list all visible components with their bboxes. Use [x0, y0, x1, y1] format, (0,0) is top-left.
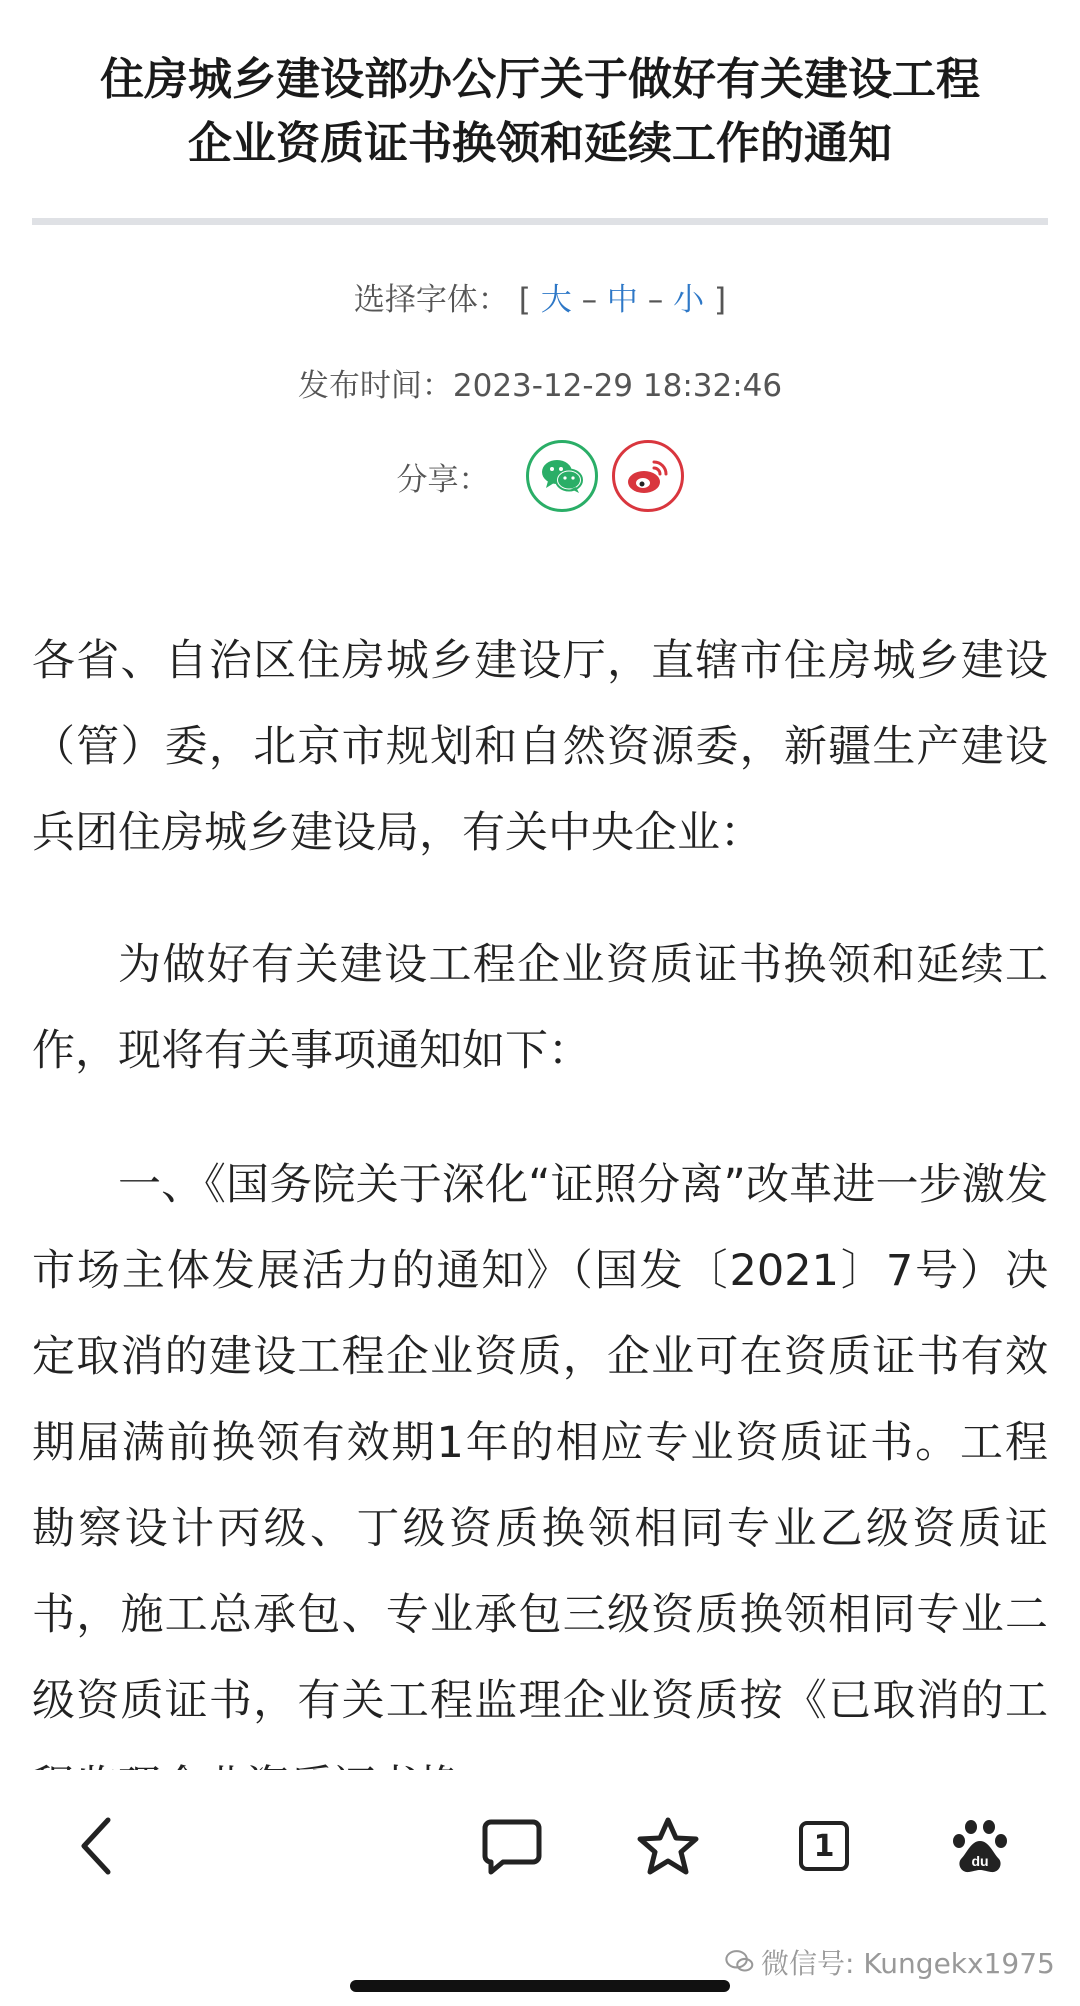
article-paragraph-3 — [32, 1142, 1048, 1768]
font-size-bracket-open: [ — [518, 282, 531, 318]
home-indicator[interactable] — [350, 1980, 730, 1992]
article-title-line-1: 住房城乡建设部办公厅关于做好有关建设工程 — [100, 54, 980, 105]
paragraph-text: 各省、自治区住房城乡建设厅，直辖市住房城乡建设（管）委，北京市规划和自然资源委，新疆生产建设兵团住房城乡建设局，有关中央企业： — [32, 636, 1048, 858]
font-size-selector — [0, 274, 1080, 319]
wechat-watermark — [725, 1942, 1055, 1982]
font-size-bracket-close: ] — [714, 282, 727, 318]
font-size-label: 选择字体： — [353, 282, 509, 318]
paragraph-text: 一、《国务院关于深化“证照分离”改革进一步激发市场主体发展活力的通知》（国发〔2021〕7号）决定取消的建设工程企业资质，企业可在资质证书有效期届满前换领有效期1年的相应专业资质证书。工程勘察设计丙级、丁级资质换领相同专业乙级资质证书，施工总承包、专业承包三级资质换领相同专业二级资质证书，有关工程监理企业资质按《已取消的工 — [32, 1160, 1048, 1726]
share-bar — [0, 440, 1080, 512]
back-icon — [76, 1816, 116, 1876]
svg-text:du: du — [971, 1853, 989, 1869]
publish-time-label: 发布时间： — [297, 368, 453, 404]
tabs-button[interactable] — [788, 1810, 860, 1882]
wechat-share-button[interactable] — [526, 440, 598, 512]
watermark-text: 微信号: Kungekx1975 — [761, 1947, 1055, 1980]
wechat-icon — [540, 457, 584, 495]
star-icon — [636, 1815, 700, 1877]
paragraph-text: 为做好有关建设工程企业资质证书换领和延续工作，现将有关事项通知如下： — [32, 940, 1048, 1076]
article-title — [30, 48, 1050, 176]
favorite-button[interactable] — [632, 1810, 704, 1882]
comment-icon — [481, 1816, 543, 1876]
font-size-medium-link[interactable]: 中 — [606, 282, 638, 318]
share-label: 分享： — [396, 461, 490, 498]
comment-button[interactable] — [476, 1810, 548, 1882]
back-button[interactable] — [60, 1810, 132, 1882]
wechat-watermark-icon — [725, 1949, 755, 1975]
title-divider — [32, 218, 1048, 225]
font-size-small-link[interactable]: 小 — [673, 282, 705, 318]
baidu-icon — [949, 1815, 1011, 1877]
publish-time — [0, 360, 1080, 405]
article-paragraph-1 — [32, 618, 1048, 876]
font-size-separator: – — [581, 282, 598, 318]
tab-count-icon: 1 — [799, 1821, 849, 1871]
article-title-line-2: 企业资质证书换领和延续工作的通知 — [188, 118, 892, 169]
article-paragraph-2 — [32, 922, 1048, 1094]
publish-time-value: 2023-12-29 18:32:46 — [452, 368, 783, 404]
font-size-large-link[interactable]: 大 — [540, 282, 572, 318]
baidu-button[interactable] — [944, 1810, 1016, 1882]
font-size-separator: – — [647, 282, 664, 318]
weibo-icon — [626, 456, 670, 496]
weibo-share-button[interactable] — [612, 440, 684, 512]
